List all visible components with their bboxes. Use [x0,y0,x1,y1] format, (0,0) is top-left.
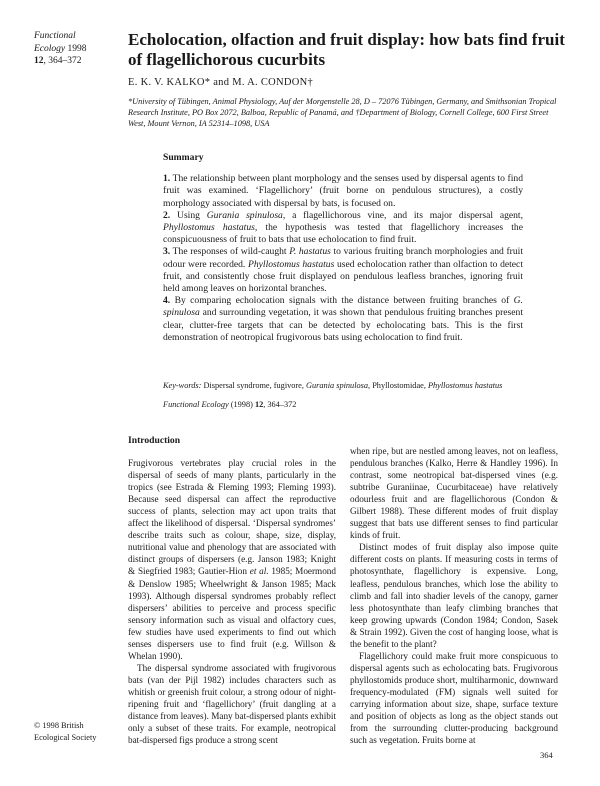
keywords: Key-words: Dispersal syndrome, fugivore, Gurania spinulosa, Phyllostomidae, Phyllostomus hastatus [163,381,503,390]
journal-info [34,30,124,68]
journal-name-line2: Ecology 1998 [34,43,87,54]
summary-point-3: 3. The responses of wild-caught P. hastatus to various fruiting branch morphologies and fruit odour were recorded. Phyllostomus hastatus used echolocation rather than olfaction to detect fruit, and consistently chose fruit displayed on pendulous leafless branches, ignoring fruit held among leaves on horizontal branches. [163,246,523,295]
journal-volume-pages: 12, 364–372 [34,56,82,66]
intro-paragraph-5: Flagellichory could make fruit more conspicuous to dispersal agents such as echolocating bats. Frugivorous phyllostomids produce short, multiharmonic, downward frequency-modulated (FM) signals well suited for carrying information about size, shape, surface texture and position of objects as long as the object stands out from the surrounding clutter-producing background such as vegetation. Fruits borne at [350,650,558,746]
summary-point-1: 1. The relationship between plant morphology and the senses used by dispersal agents to find fruit was examined. ‘Flagellichory’ (fruit borne on pendulous structures), a costly morphology associated with dispersal by bats, is focused on. [163,173,523,209]
affiliations: *University of Tübingen, Animal Physiology, Auf der Morgenstelle 28, D – 72076 Tübingen, Germany, and Smithsonian Tropical Research Institute, PO Box 2072, Balboa, Republic of Panamá, and †Department of Biology, Cornell College, 600 First Street West, Mount Vernon, IA 52314–1098, USA [128,97,557,129]
citation-line: Functional Ecology (1998) 12, 364–372 [163,400,297,409]
summary-section [163,152,523,344]
body-column-left [128,435,336,746]
summary-point-4: 4. By comparing echolocation signals with the distance between fruiting branches of G. spinulosa and surrounding vegetation, it was shown that pendulous fruiting branches present clear, clutter-free targets that can be detected by echolocating bats. This is the first demonstration of neotropical frugivorous bats using echolocation to find fruit. [163,295,523,343]
intro-paragraph-1: Frugivorous vertebrates play crucial roles in the dispersal of seeds of many plants, particularly in the tropics (see Estrada & Fleming 1993; Fleming 1993). Because seed dispersal can affect the reproductive success of plants, selection may act upon traits that affect the likelihood of dispersal. ‘Dispersal syndromes’ describe traits such as colour, shape, size, display, nutritional value and phenology that are associated with distinct groups of dispersers (e.g. Janson 1983; Knight & Siegfried 1983; Gautier-Hion et al. 1985; Moermond & Denslow 1985; Wheelwright & Janson 1985; Mack 1993). Although dispersal syndromes probably reflect dispersers’ abilities to perceive and process specific sensory information such as visual and olfactory cues, few studies have used experiments to find out which senses dispersers use to find fruit (e.g. Willson & Whelan 1990). [128,458,336,661]
keywords-block [163,376,523,414]
summary-point-2: 2. Using Gurania spinulosa, a flagellichorous vine, and its major dispersal agent, Phyllostomus hastatus, the hypothesis was tested that flagellichory increases the conspicuousness of fruit to bats that use echolocation to find fruit. [163,209,523,246]
page-number: 364 [540,750,553,760]
intro-paragraph-2: The dispersal syndrome associated with frugivorous bats (van der Pijl 1982) includes characters such as whitish or greenish fruit colour, a strong odour of night-ripening fruit and ‘flagellichory’ (fruit dangling at a distance from leaves). Many bat-dispersed plants exhibit only a subset of these traits. For example, neotropical bat-dispersed figs produce a strong scent [128,662,336,746]
body-column-right [350,445,558,746]
intro-paragraph-3: when ripe, but are nestled among leaves, not on leafless, pendulous branches (Kalko, Herre & Handley 1996). In contrast, some neotropical bat-dispersed vines (e.g. subtribe Guraniinae, Cucurbitaceae) have relatively odourless fruit and are flagellichorous (Condon & Gilbert 1988). These different modes of fruit display suggest that bats use different senses to find particular kinds of fruit. [350,446,558,541]
introduction-heading: Introduction [128,435,181,446]
intro-paragraph-4: Distinct modes of fruit display also impose quite different costs on plants. If measuring costs in terms of photosynthate, flagellichory is expensive. Long, leafless, pendulous branches, which lose the ability to climb and fall into shadier levels of the canopy, garner less photosynthate than leafy climbing branches that keep growing upwards (Condon 1984; Condon, Sasek & Strain 1992). Given the cost of hanging loose, what is the benefit to the plant? [350,542,558,649]
summary-heading: Summary [163,152,204,163]
copyright-notice: © 1998 British Ecological Society [34,721,97,742]
journal-name-line1: Functional [34,31,76,41]
authors: E. K. V. KALKO* and M. A. CONDON† [128,77,314,88]
article-title: Echolocation, olfaction and fruit display: how bats find fruit of flagellichorous cucurbits [128,30,565,69]
